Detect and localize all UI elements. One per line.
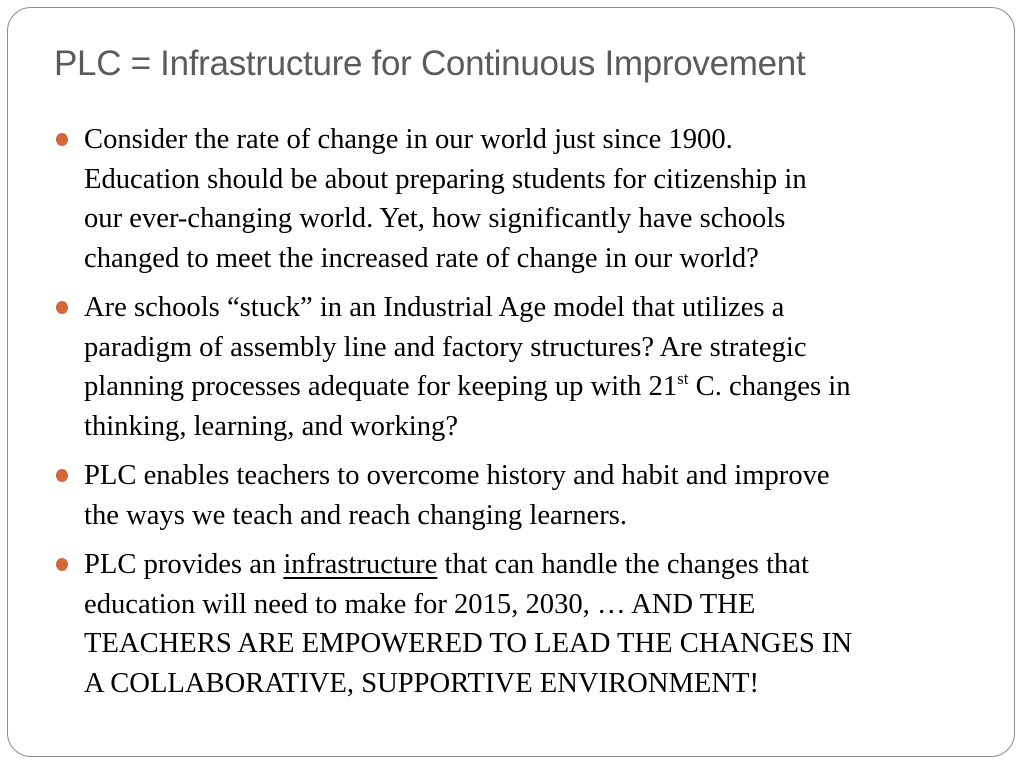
bullet-line: PLC enables teachers to overcome history and habit and improve	[84, 460, 830, 491]
bullet-item-industrial-age	[54, 288, 984, 446]
bullet-item-rate-of-change	[54, 120, 984, 278]
bullet-line: our ever-changing world. Yet, how significantly have schools	[84, 203, 786, 234]
bullet-line: changed to meet the increased rate of change in our world?	[84, 242, 759, 274]
bullet-line: TEACHERS ARE EMPOWERED TO LEAD THE CHANGES IN	[84, 628, 853, 659]
bullet-line: education will need to make for 2015, 2030, … AND THE	[84, 588, 756, 620]
bullet-line	[84, 545, 984, 585]
bullet-line: Are schools “stuck” in an Industrial Age model that utilizes a	[84, 292, 785, 323]
bullet-line: Education should be about preparing students for citizenship in	[84, 163, 807, 195]
bullet-line	[84, 367, 984, 407]
bullet-line: thinking, learning, and working?	[84, 410, 459, 442]
underlined-term: infrastructure	[283, 549, 438, 580]
line-text: PLC provides an	[84, 549, 284, 580]
bullet-line: paradigm of assembly line and factory structures? Are strategic	[84, 331, 807, 363]
line-text: C. changes in	[688, 371, 851, 402]
bullet-dot-icon	[56, 133, 68, 146]
line-text: that can handle the changes that	[437, 549, 809, 580]
ordinal-superscript: st	[677, 369, 689, 388]
line-text: planning processes adequate for keeping up with 21	[84, 371, 678, 402]
bullet-dot-icon	[56, 301, 68, 314]
bullet-dot-icon	[56, 469, 68, 482]
bullet-item-plc-infrastructure	[54, 545, 984, 703]
bullet-dot-icon	[56, 558, 68, 571]
slide-title: PLC = Infrastructure for Continuous Improvement	[54, 44, 806, 83]
bullet-list	[54, 120, 984, 713]
slide-frame	[7, 7, 1015, 757]
bullet-item-plc-enables	[54, 456, 984, 535]
bullet-line: the ways we teach and reach changing learners.	[84, 499, 628, 531]
bullet-line: A COLLABORATIVE, SUPPORTIVE ENVIRONMENT!	[84, 667, 759, 699]
bullet-line: Consider the rate of change in our world just since 1900.	[84, 124, 733, 155]
